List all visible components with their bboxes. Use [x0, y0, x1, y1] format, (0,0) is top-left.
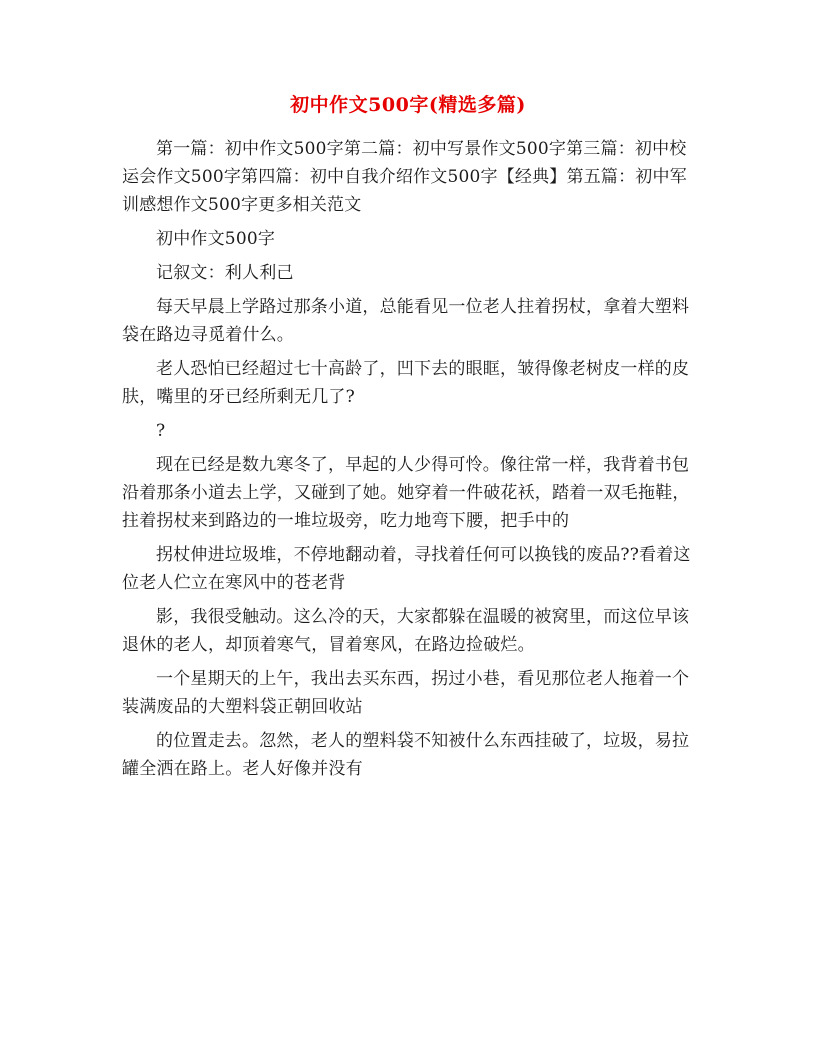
paragraph-table-of-contents: 第一篇：初中作文500字第二篇：初中写景作文500字第三篇：初中校运会作文500字第四篇：初中自我介绍作文500字【经典】第五篇：初中军训感想作文500字更多相关范文	[122, 139, 687, 215]
document-title: 初中作文500字(精选多篇)	[290, 94, 526, 116]
paragraph-body: 每天早晨上学路过那条小道，总能看见一位老人拄着拐杖，拿着大塑料袋在路边寻觅着什么。	[122, 297, 690, 345]
paragraph-body: 一个星期天的上午，我出去买东西，拐过小巷，看见那位老人拖着一个装满废品的大塑料袋正朝回收站	[122, 669, 690, 717]
paragraph-subtitle: 初中作文500字	[156, 229, 276, 249]
paragraph-genre: 记叙文：利人利己	[156, 263, 294, 283]
paragraph-body: 的位置走去。忽然，老人的塑料袋不知被什么东西挂破了，垃圾，易拉罐全洒在路上。老人好像并没有	[122, 731, 690, 779]
document-body	[122, 135, 694, 783]
paragraph-body: 老人恐怕已经超过七十高龄了，凹下去的眼眶，皱得像老树皮一样的皮肤，嘴里的牙已经所剩无几了?	[122, 359, 690, 407]
paragraph-body: 拐杖伸进垃圾堆，不停地翻动着，寻找着任何可以换钱的废品??看着这位老人伫立在寒风中的苍老背	[122, 545, 691, 593]
paragraph-body: ?	[156, 421, 166, 441]
paragraph-body: 影，我很受触动。这么冷的天，大家都躲在温暖的被窝里，而这位早该退休的老人，却顶着寒气，冒着寒风，在路边捡破烂。	[122, 607, 690, 655]
paragraph-body: 现在已经是数九寒冬了，早起的人少得可怜。像往常一样，我背着书包沿着那条小道去上学，又碰到了她。她穿着一件破花袄，踏着一双毛拖鞋，拄着拐杖来到路边的一堆垃圾旁，吃力地弯下腰，把手中的	[122, 455, 690, 531]
